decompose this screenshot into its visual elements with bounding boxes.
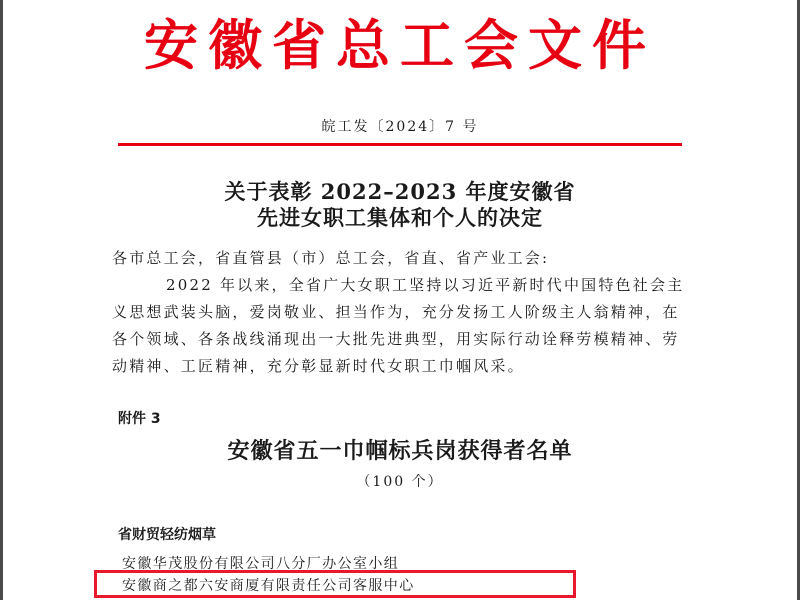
list-item: 安徽华茂股份有限公司八分厂办公室小组 [122, 556, 400, 572]
list-count: （100 个） [356, 474, 444, 490]
salutation: 各市总工会，省直管县（市）总工会，省直、省产业工会: [112, 249, 550, 267]
document-number: 皖工发〔2024〕7 号 [321, 119, 479, 135]
document-title-line2: 先进女职工集体和个人的决定 [257, 205, 543, 230]
header-red-rule [118, 143, 682, 146]
list-item-highlighted: 安徽商之都六安商厦有限责任公司客服中心 [122, 578, 415, 594]
page-edge-left [0, 0, 3, 600]
category-heading: 省财贸轻纺烟草 [118, 527, 216, 543]
body-paragraph-text: 2022 年以来，全省广大女职工坚持以习近平新时代中国特色社会主义思想武装头脑，爱岗敬业、担当作为，充分发扬工人阶级主人翁精神，在各个领域、各条战线涌现出一大批先进典型，用实际行动诠释劳模精神、劳动精神、工匠精神，充分彰显新时代女职工巾帼风采。 [112, 276, 685, 375]
document-title-line1: 关于表彰 2022–2023 年度安徽省 [224, 179, 576, 204]
highlight-box [94, 570, 576, 598]
list-title: 安徽省五一巾帼标兵岗获得者名单 [227, 438, 573, 464]
attachment-label: 附件 3 [118, 411, 161, 427]
document-header-title: 安徽省总工会文件 [144, 14, 656, 77]
body-paragraph [112, 272, 688, 380]
